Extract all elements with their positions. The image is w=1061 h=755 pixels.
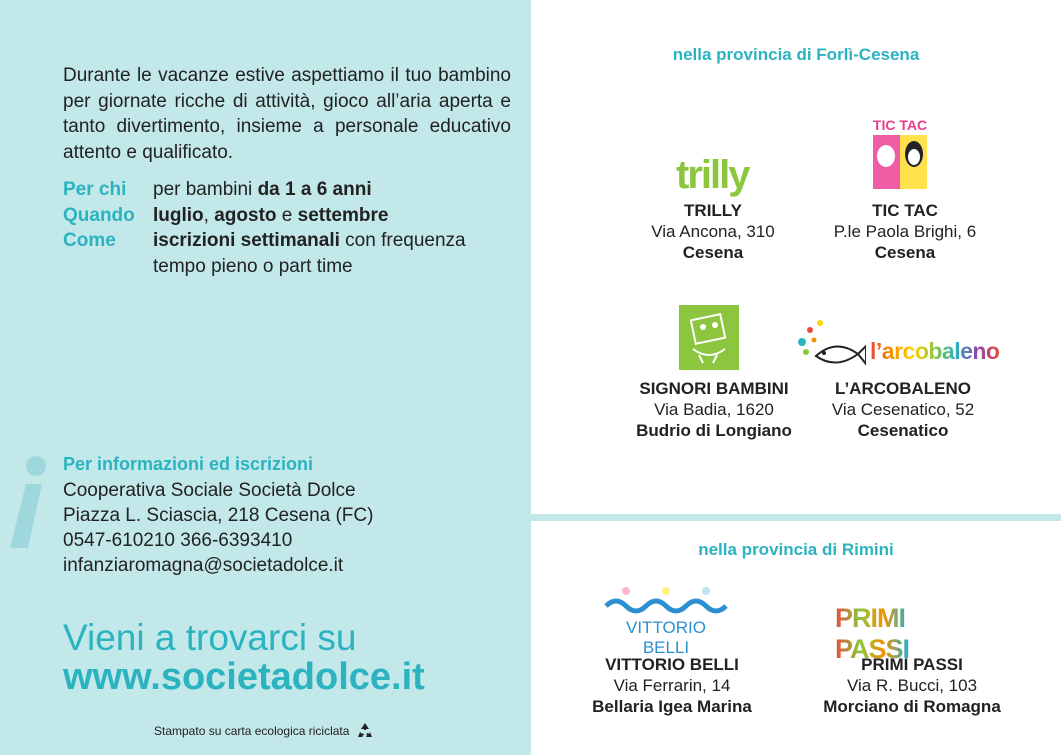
center-city: Cesenatico — [857, 421, 949, 440]
info-email[interactable]: infanziaromagna@societadolce.it — [63, 555, 344, 576]
center-card-primi-passi — [802, 654, 1022, 717]
print-note-text: Stampato su carta ecologica riciclata — [154, 724, 350, 738]
info-org: Cooperativa Sociale Società Dolce — [63, 480, 356, 501]
visit-label: Vieni a trovarci su — [63, 617, 357, 658]
center-name: L’ARCOBALENO — [835, 379, 971, 398]
website-link[interactable]: www.societadolce.it — [63, 656, 425, 698]
center-card-vittorio-belli — [562, 654, 782, 717]
intro-text: Durante le vacanze estive aspettiamo il tuo bambino per giornate ricche di attività, gioco all’aria aperta e tanto divertimento, insieme a personale educativo attento e qualificato. — [63, 65, 511, 163]
center-card-arcobaleno — [793, 378, 1013, 441]
center-city: Cesena — [874, 243, 936, 262]
center-address: P.le Paola Brighi, 6 — [833, 222, 977, 241]
center-address: Via Cesenatico, 52 — [831, 400, 975, 419]
center-name: PRIMI PASSI — [861, 655, 963, 674]
center-card-trilly — [603, 200, 823, 263]
center-address: Via Ancona, 310 — [651, 222, 775, 241]
center-address: Via Ferrarin, 14 — [613, 676, 731, 695]
center-card-tictac — [795, 200, 1015, 263]
center-address: Via Badia, 1620 — [654, 400, 774, 419]
center-name: VITTORIO BELLI — [605, 655, 739, 674]
trilly-logo: trilly — [676, 153, 749, 197]
signori-bambini-logo — [679, 305, 739, 370]
info-address: Piazza L. Sciascia, 218 Cesena (FC) — [63, 505, 374, 526]
detail-key: Per chi — [63, 179, 127, 200]
center-city: Morciano di Romagna — [823, 697, 1001, 716]
info-icon — [6, 456, 50, 556]
center-name: TIC TAC — [872, 201, 938, 220]
center-address: Via R. Bucci, 103 — [846, 676, 978, 695]
print-note — [154, 721, 375, 741]
center-city: Cesena — [682, 243, 744, 262]
info-phone: 0547-610210 366-6393410 — [63, 530, 293, 551]
recycle-icon — [355, 721, 375, 741]
tictac-logo: TIC TAC — [871, 117, 929, 191]
center-card-signori-bambini — [604, 378, 824, 441]
info-title: Per informazioni ed iscrizioni — [63, 454, 314, 474]
primi-passi-logo: PRIMI PASSI — [835, 603, 980, 643]
center-name: TRILLY — [684, 201, 742, 220]
detail-value: per bambini da 1 a 6 anni — [153, 179, 372, 200]
center-city: Bellaria Igea Marina — [592, 697, 752, 716]
detail-key: Come — [63, 230, 116, 251]
center-name: SIGNORI BAMBINI — [639, 379, 789, 398]
detail-value: iscrizioni settimanali con frequenza tempo pieno o part time — [153, 230, 466, 277]
province-title-rimini: nella provincia di Rimini — [698, 540, 894, 559]
center-city: Budrio di Longiano — [636, 421, 792, 440]
section-divider — [531, 514, 1061, 521]
arcobaleno-logo: l’arcobaleno — [796, 318, 1001, 374]
detail-key: Quando — [63, 205, 135, 226]
detail-value: luglio, agosto e settembre — [153, 205, 389, 226]
province-title-forli-cesena: nella provincia di Forlì-Cesena — [672, 45, 920, 64]
vittorio-belli-logo: VITTORIO BELLI — [601, 586, 731, 642]
